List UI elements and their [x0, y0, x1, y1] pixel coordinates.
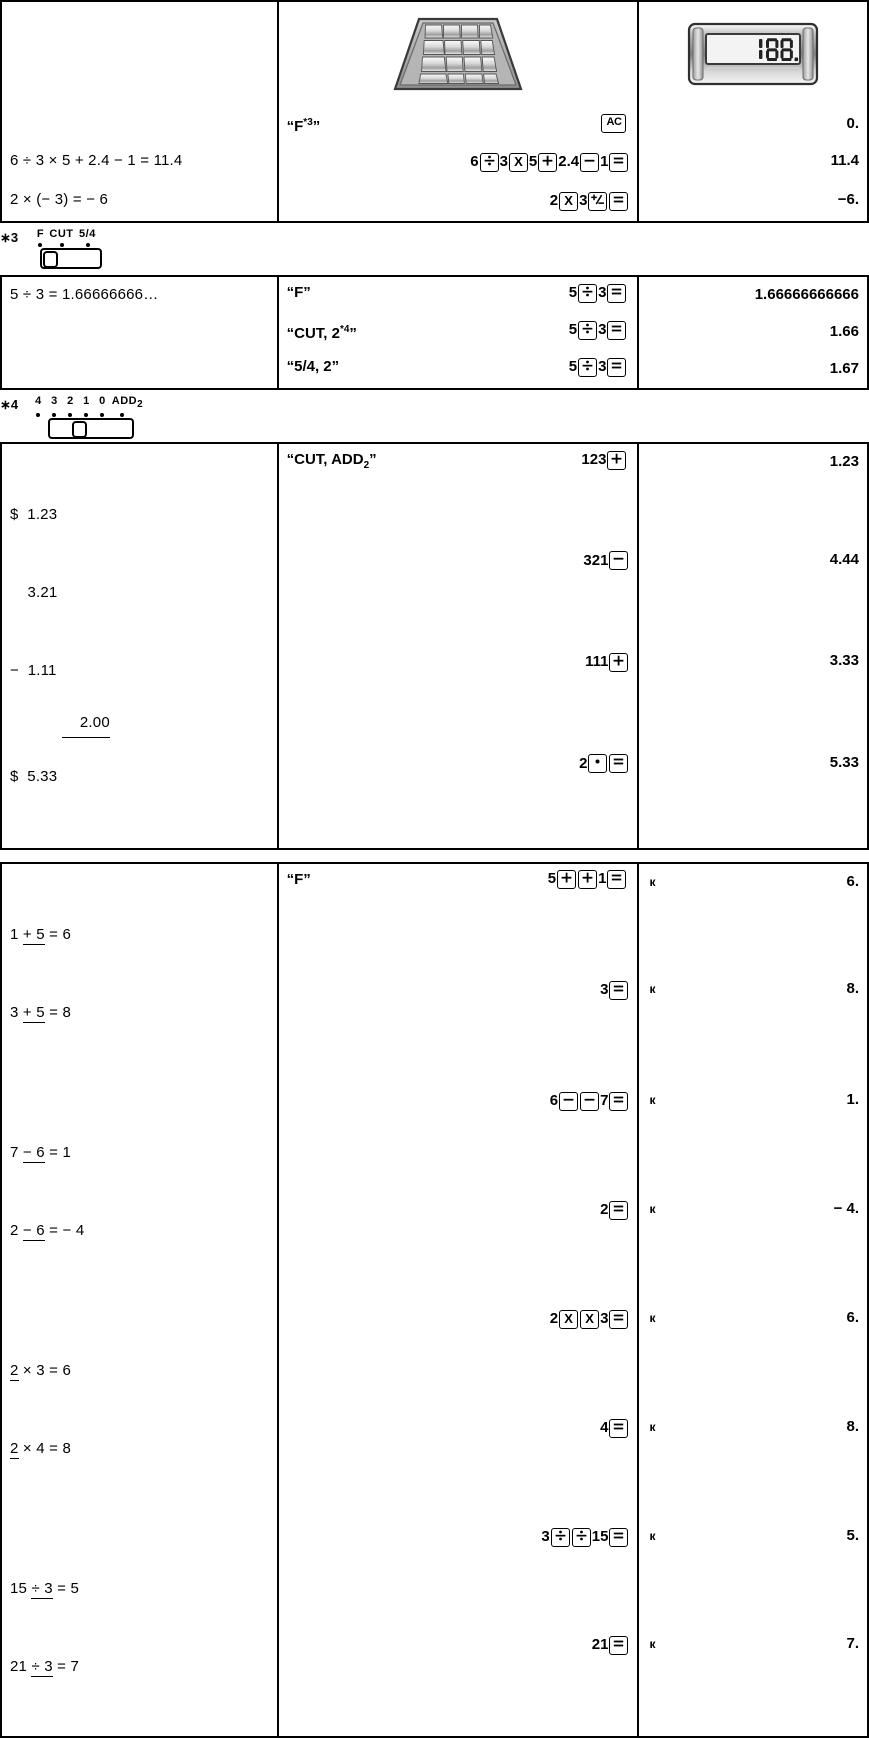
- mode-label: “F”: [286, 871, 311, 888]
- cell-expression: [1, 106, 278, 143]
- key-equals[interactable]: [609, 1201, 628, 1220]
- cell-expression: [1, 1082, 278, 1300]
- cell-expression: [1, 863, 278, 1082]
- cell-result: [638, 1191, 868, 1300]
- cell-expression: [1, 143, 278, 182]
- cell-result: [638, 182, 868, 222]
- footnote-marker: ∗3: [0, 230, 19, 245]
- result-value: 5.: [846, 1527, 859, 1544]
- key-sequence: [569, 316, 628, 344]
- key-digit[interactable]: 2: [579, 754, 588, 772]
- expression-line: 2 × 4 = 8: [10, 1440, 72, 1457]
- cell-result: [638, 863, 868, 971]
- table-row: [1, 143, 868, 182]
- key-sequence: [279, 182, 638, 221]
- key-divide[interactable]: [578, 284, 597, 303]
- result-value: 7.: [846, 1635, 859, 1653]
- key-multiply[interactable]: X: [580, 1310, 599, 1329]
- table-row: [1, 276, 868, 314]
- switch-dots: [30, 410, 144, 418]
- cell-operation: [278, 1300, 639, 1409]
- key-equals[interactable]: [609, 192, 628, 211]
- result-value: 6.: [846, 1309, 859, 1326]
- key-digit[interactable]: 2.4: [558, 153, 580, 170]
- switch-knob[interactable]: [72, 421, 87, 438]
- key-sequence: [279, 1082, 638, 1121]
- key-equals[interactable]: [609, 1636, 628, 1655]
- cell-result: [638, 143, 868, 182]
- switch-knob[interactable]: [43, 251, 58, 268]
- result-value: 6.: [846, 873, 859, 890]
- cell-result: [638, 542, 868, 644]
- cell-expression: [1, 276, 278, 389]
- header-cell-display: [638, 1, 868, 106]
- key-minus[interactable]: [609, 551, 628, 570]
- result-value: 8.: [846, 980, 859, 998]
- key-sequence: [569, 353, 628, 381]
- result-value: 1.23: [829, 453, 859, 470]
- key-plus[interactable]: [578, 870, 597, 889]
- key-sequence: [581, 446, 627, 474]
- key-digit[interactable]: 2: [600, 1201, 609, 1218]
- expression-line: 2 − 6 = − 4: [10, 1222, 85, 1239]
- constant-flag: к: [649, 1093, 656, 1107]
- cell-operation: [278, 443, 639, 542]
- key-sequence: [279, 971, 638, 1010]
- switch-labels: 4 3 2 1 0 ADD2: [35, 395, 144, 411]
- cell-result: [638, 1300, 868, 1409]
- cell-operation: [278, 542, 639, 644]
- constant-flag: к: [649, 1202, 656, 1216]
- result-value: 4.44: [829, 550, 859, 568]
- key-sequence: [279, 1191, 638, 1230]
- expression-line: 3.21: [10, 584, 58, 601]
- cell-result: [638, 314, 868, 351]
- cell-operation: [278, 143, 639, 182]
- result-value: − 4.: [833, 1200, 859, 1217]
- switch-labels: F CUT 5/4: [36, 228, 96, 240]
- key-digit[interactable]: 3: [598, 321, 607, 338]
- key-equals[interactable]: [607, 870, 626, 889]
- cell-operation: [278, 106, 639, 143]
- header-cell-keypad: [278, 1, 639, 106]
- key-digit[interactable]: 5: [547, 870, 557, 887]
- key-divide[interactable]: [572, 1528, 591, 1547]
- cell-result: [638, 643, 868, 745]
- key-digit[interactable]: 6: [549, 1092, 559, 1109]
- key-digit[interactable]: 3: [600, 1310, 609, 1327]
- key-sequence: [279, 745, 638, 784]
- key-digit[interactable]: 1: [600, 153, 609, 170]
- key-digit[interactable]: 7: [600, 1092, 609, 1109]
- key-digit[interactable]: 2: [549, 1310, 559, 1327]
- key-plus[interactable]: [538, 153, 557, 172]
- expression-text: 6 ÷ 3 × 5 + 2.4 − 1 = 11.4: [10, 152, 183, 169]
- key-digit[interactable]: 5: [528, 153, 538, 170]
- key-digits[interactable]: 111: [585, 653, 609, 671]
- key-plus[interactable]: [557, 870, 576, 889]
- key-sequence: [279, 643, 638, 682]
- constant-flag: к: [649, 1529, 656, 1543]
- key-equals[interactable]: [607, 358, 626, 377]
- key-plus[interactable]: [609, 653, 628, 672]
- key-equals[interactable]: [609, 754, 628, 773]
- cell-operation: [278, 1191, 639, 1300]
- key-equals[interactable]: [607, 321, 626, 340]
- mode-label: “CUT, 2$^{*4}$”: [286, 324, 357, 342]
- mode-label: “5/4, 2”: [286, 358, 340, 375]
- footnote-3: [0, 223, 869, 275]
- key-plus-minus[interactable]: [588, 192, 607, 211]
- key-sequence: [548, 865, 628, 893]
- cell-operation: [278, 1518, 639, 1626]
- cell-result: [638, 745, 868, 849]
- cell-operation: [278, 1082, 639, 1191]
- expression-line: $ 5.33: [10, 768, 58, 785]
- key-equals[interactable]: [607, 284, 626, 303]
- cell-result: [638, 106, 868, 143]
- decimal-selector-switch[interactable]: [30, 396, 144, 439]
- result-value: 1.66666666666: [754, 286, 859, 303]
- expression-line: 2 × 3 = 6: [10, 1362, 72, 1379]
- key-equals[interactable]: [609, 153, 628, 172]
- result-value: 0.: [846, 115, 859, 132]
- expression-line: 2.00: [62, 710, 109, 738]
- cell-result: [638, 1409, 868, 1518]
- key-sequence: [569, 279, 628, 307]
- calculator-display-icon: [687, 20, 819, 88]
- key-digit[interactable]: 3: [598, 284, 607, 301]
- table-row: [1, 182, 868, 222]
- cell-operation: [278, 1409, 639, 1518]
- key-equals[interactable]: [609, 981, 628, 1000]
- key-sequence: [279, 1626, 638, 1665]
- example-table-2: [0, 275, 869, 390]
- rounding-mode-switch[interactable]: [30, 229, 102, 269]
- mode-label: “F”: [286, 284, 311, 301]
- result-value: 1.: [846, 1091, 859, 1108]
- key-digits[interactable]: 321: [583, 551, 609, 569]
- cell-operation: [278, 276, 639, 314]
- key-multiply[interactable]: X: [509, 153, 528, 172]
- cell-operation: [278, 182, 639, 222]
- cell-operation: [278, 863, 639, 971]
- key-minus[interactable]: [580, 1092, 599, 1111]
- key-digit[interactable]: 3: [579, 192, 588, 209]
- key-equals[interactable]: [609, 1419, 628, 1438]
- constant-flag: к: [649, 1637, 656, 1652]
- key-equals[interactable]: [609, 1528, 628, 1547]
- key-sequence: [279, 1300, 638, 1339]
- cell-result: [638, 1082, 868, 1191]
- key-digit[interactable]: 1: [598, 870, 607, 887]
- key-sequence: [279, 1518, 638, 1557]
- constant-flag: к: [649, 1311, 656, 1325]
- cell-result: [638, 1626, 868, 1737]
- key-sequence: [279, 1409, 638, 1448]
- switch-dots: [30, 240, 102, 248]
- constant-flag: к: [649, 982, 656, 997]
- cell-result: [638, 351, 868, 389]
- footnote-4: [0, 390, 869, 442]
- table-row: [1, 443, 868, 542]
- switch-body[interactable]: [40, 248, 102, 269]
- constant-flag: к: [649, 875, 656, 889]
- expression-line: 15 ÷ 3 = 5: [10, 1580, 80, 1597]
- table-row: [1, 106, 868, 143]
- expression-line: $ 1.23: [10, 506, 58, 523]
- table-row: [1, 1300, 868, 1409]
- result-value: 11.4: [830, 152, 859, 169]
- key-digit[interactable]: 5: [568, 284, 578, 301]
- cell-operation: [278, 1626, 639, 1737]
- key-equals[interactable]: [609, 1310, 628, 1329]
- example-table-3: [0, 442, 869, 850]
- key-decimal-point[interactable]: [588, 754, 607, 773]
- result-value: 5.33: [829, 753, 859, 771]
- key-digit[interactable]: 5: [568, 321, 578, 338]
- key-sequence: [600, 109, 627, 137]
- mode-label: “CUT, $ADD_2$”: [286, 451, 377, 471]
- cell-result: [638, 1518, 868, 1626]
- table-row: [1, 863, 868, 971]
- key-equals[interactable]: [609, 1092, 628, 1111]
- calculator-keypad-icon: [393, 15, 523, 93]
- table-row: [1, 1518, 868, 1626]
- cell-operation: [278, 351, 639, 389]
- expression-text: [2, 106, 277, 117]
- expression-line: − 1.11: [10, 662, 57, 679]
- footnote-marker: ∗4: [0, 397, 19, 412]
- expression-text: 5 ÷ 3 = 1.66666666…: [10, 286, 159, 303]
- example-table-1: [0, 0, 869, 223]
- cell-operation: [278, 643, 639, 745]
- table-row: [1, 1082, 868, 1191]
- result-value: −6.: [837, 191, 859, 208]
- cell-operation: [278, 971, 639, 1082]
- result-value: 1.66: [829, 323, 859, 340]
- key-digits[interactable]: 15: [591, 1528, 609, 1545]
- cell-result: [638, 276, 868, 314]
- key-divide[interactable]: [480, 153, 499, 172]
- key-digit[interactable]: 2: [549, 192, 559, 209]
- cell-expression: [1, 1518, 278, 1737]
- cell-expression: [1, 182, 278, 222]
- expression-line: 7 − 6 = 1: [10, 1144, 72, 1161]
- key-multiply[interactable]: X: [559, 192, 578, 211]
- constant-flag: к: [649, 1420, 656, 1434]
- key-digits[interactable]: 123: [581, 451, 607, 468]
- key-digit[interactable]: 5: [568, 358, 578, 375]
- expression-line: 1 + 5 = 6: [10, 926, 72, 943]
- key-digit[interactable]: 3: [541, 1528, 550, 1545]
- key-digits[interactable]: 21: [591, 1636, 609, 1654]
- key-divide[interactable]: [578, 321, 597, 340]
- key-minus[interactable]: [559, 1092, 578, 1111]
- result-value: 8.: [846, 1418, 859, 1435]
- cell-operation: [278, 314, 639, 351]
- result-value: 1.67: [829, 360, 859, 377]
- key-divide[interactable]: [551, 1528, 570, 1547]
- key-digit[interactable]: 3: [598, 358, 607, 375]
- key-plus[interactable]: [607, 451, 626, 470]
- cell-result: [638, 971, 868, 1082]
- key-sequence: [279, 143, 638, 182]
- key-digit[interactable]: 3: [499, 153, 508, 170]
- key-sequence: [279, 542, 638, 581]
- expression-line: 3 + 5 = 8: [10, 1004, 72, 1021]
- cell-result: [638, 443, 868, 542]
- expression-line: 21 ÷ 3 = 7: [10, 1658, 80, 1675]
- cell-operation: [278, 745, 639, 849]
- key-divide[interactable]: [578, 358, 597, 377]
- expression-text: 2 × (− 3) = − 6: [10, 191, 109, 208]
- mode-label: “$F^{*3}$”: [286, 117, 321, 135]
- key-multiply[interactable]: X: [559, 1310, 578, 1329]
- switch-body[interactable]: [48, 418, 134, 439]
- table-header-illustrations: [1, 1, 868, 106]
- key-digit[interactable]: 4: [600, 1419, 609, 1436]
- key-digit[interactable]: 3: [600, 981, 609, 999]
- key-minus[interactable]: [580, 153, 599, 172]
- result-value: 3.33: [829, 652, 859, 670]
- key-digit[interactable]: 6: [470, 153, 479, 170]
- header-cell-blank: [1, 1, 278, 106]
- cell-expression: [1, 1300, 278, 1518]
- example-table-4: [0, 862, 869, 1738]
- expression-block: [2, 444, 277, 848]
- cell-expression: [1, 443, 278, 849]
- key-ac[interactable]: AC: [601, 114, 626, 133]
